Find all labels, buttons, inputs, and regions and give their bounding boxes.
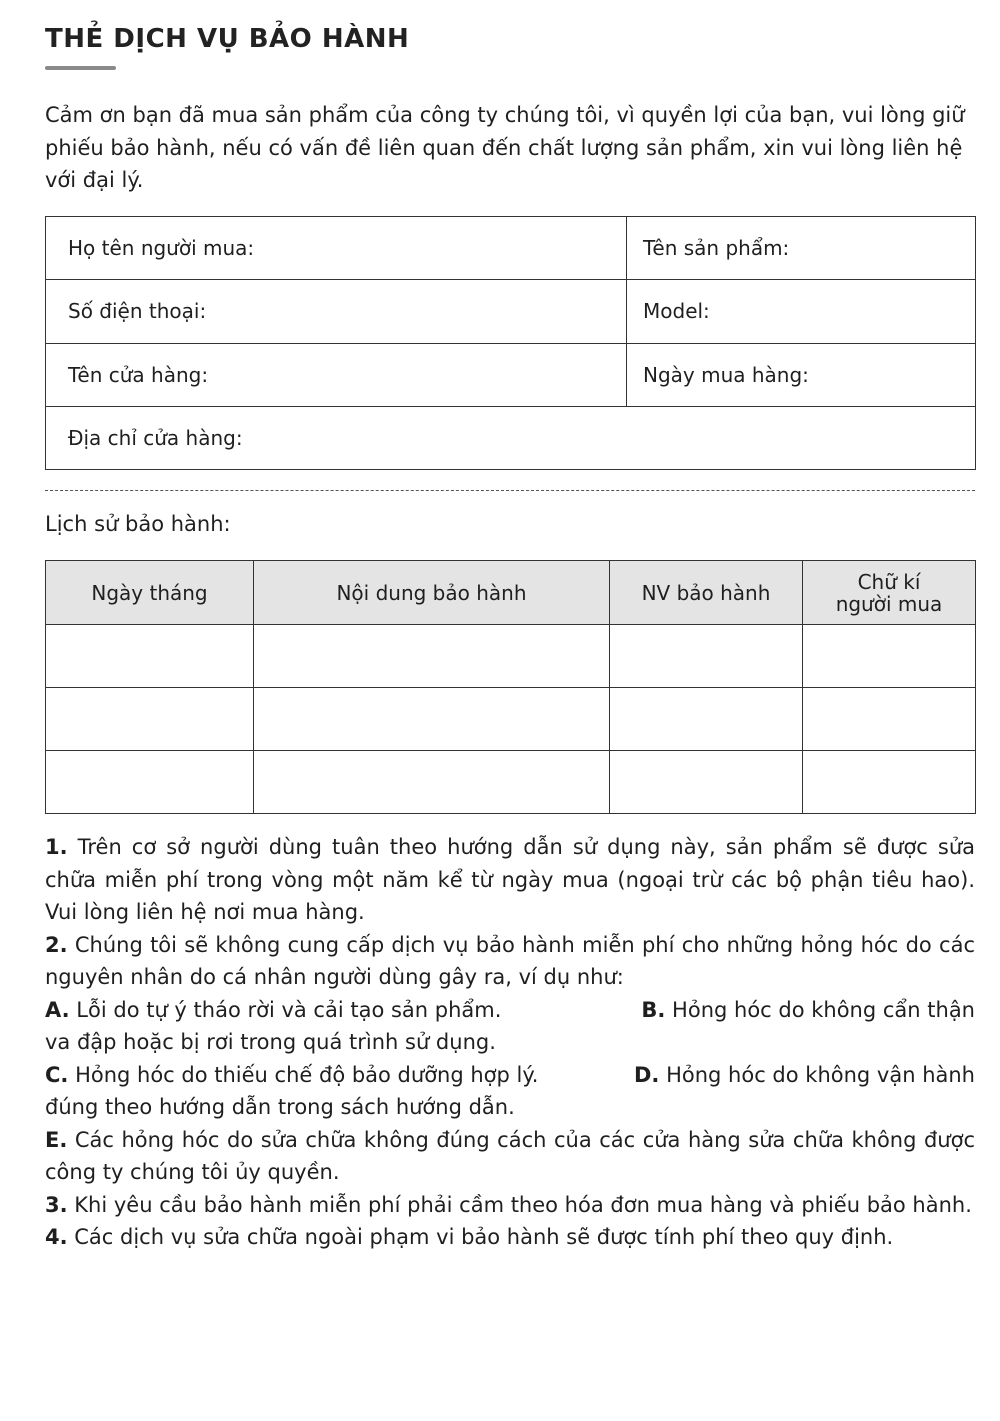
store-name-field[interactable]: Tên cửa hàng:	[46, 343, 627, 406]
term-c	[45, 1059, 538, 1092]
column-header-date: Ngày tháng	[46, 561, 254, 625]
term-1	[45, 831, 975, 929]
column-header-signature	[803, 561, 976, 625]
term-e-text: Các hỏng hóc do sửa chữa không đúng cách của các cửa hàng sửa chữa không được công ty chúng tôi ủy quyền.	[45, 1127, 975, 1184]
term-cd-row	[45, 1059, 975, 1092]
table-cell[interactable]	[803, 688, 976, 751]
table-row	[46, 343, 976, 406]
term-b-text: Hỏng hóc do không cẩn thận	[665, 997, 975, 1022]
product-name-field[interactable]: Tên sản phẩm:	[627, 217, 976, 280]
table-cell[interactable]	[46, 751, 254, 814]
signature-header-line2: người mua	[835, 591, 943, 616]
page-title: THẺ DỊCH VỤ BẢO HÀNH	[45, 24, 410, 54]
term-4	[45, 1221, 975, 1254]
term-1-number: 1.	[45, 835, 68, 859]
term-a-letter: A.	[45, 997, 70, 1022]
term-4-text: Các dịch vụ sửa chữa ngoài phạm vi bảo hành sẽ được tính phí theo quy định.	[67, 1225, 894, 1249]
terms-section	[45, 831, 975, 1254]
term-2-number: 2.	[45, 932, 68, 957]
term-b	[641, 994, 975, 1027]
table-cell[interactable]	[803, 625, 976, 688]
table-row	[46, 280, 976, 343]
table-cell[interactable]	[254, 751, 610, 814]
term-a	[45, 994, 501, 1027]
term-e	[45, 1124, 975, 1189]
term-4-number: 4.	[45, 1225, 68, 1249]
table-cell[interactable]	[46, 688, 254, 751]
term-3-text: Khi yêu cầu bảo hành miễn phí phải cầm theo hóa đơn mua hàng và phiếu bảo hành.	[67, 1192, 972, 1217]
table-cell[interactable]	[610, 625, 803, 688]
term-b-letter: B.	[641, 997, 666, 1022]
term-3	[45, 1189, 975, 1222]
term-b-continued: va đập hoặc bị rơi trong quá trình sử dụng.	[45, 1030, 496, 1054]
table-cell[interactable]	[254, 688, 610, 751]
term-e-letter: E.	[45, 1127, 68, 1152]
table-row	[46, 751, 976, 814]
table-row	[46, 625, 976, 688]
purchase-date-field[interactable]: Ngày mua hàng:	[627, 343, 976, 406]
table-cell[interactable]	[610, 688, 803, 751]
table-cell[interactable]	[803, 751, 976, 814]
term-c-text: Hỏng hóc do thiếu chế độ bảo dưỡng hợp lý.	[68, 1062, 539, 1087]
term-c-letter: C.	[45, 1062, 69, 1087]
term-2	[45, 929, 975, 994]
term-d-letter: D.	[634, 1062, 660, 1087]
table-row	[46, 217, 976, 280]
table-header-row	[46, 561, 976, 625]
warranty-history-table	[45, 560, 976, 814]
term-1-text: Trên cơ sở người dùng tuân theo hướng dẫn sử dụng này, sản phẩm sẽ được sửa chữa miễn phí trong vòng một năm kể từ ngày mua (ngoại trừ các bộ phận tiêu hao). Vui lòng liên hệ nơi mua hàng.	[45, 835, 975, 924]
table-cell[interactable]	[46, 625, 254, 688]
table-cell[interactable]	[610, 751, 803, 814]
phone-field[interactable]: Số điện thoại:	[46, 280, 627, 343]
store-address-field[interactable]: Địa chỉ cửa hàng:	[46, 406, 976, 469]
table-cell[interactable]	[254, 625, 610, 688]
column-header-content: Nội dung bảo hành	[254, 561, 610, 625]
buyer-name-field[interactable]: Họ tên người mua:	[46, 217, 627, 280]
title-underline	[45, 66, 116, 70]
term-d-continued: đúng theo hướng dẫn trong sách hướng dẫn.	[45, 1095, 515, 1119]
term-ab-row	[45, 994, 975, 1027]
term-3-number: 3.	[45, 1192, 68, 1217]
intro-text: Cảm ơn bạn đã mua sản phẩm của công ty chúng tôi, vì quyền lợi của bạn, vui lòng giữ phiếu bảo hành, nếu có vấn đề liên quan đến chất lượng sản phẩm, xin vui lòng liên hệ với đại lý.	[45, 103, 965, 192]
history-label: Lịch sử bảo hành:	[45, 512, 231, 536]
model-field[interactable]: Model:	[627, 280, 976, 343]
term-d	[634, 1059, 975, 1092]
table-row	[46, 688, 976, 751]
term-2-text: Chúng tôi sẽ không cung cấp dịch vụ bảo hành miễn phí cho những hỏng hóc do các nguyên nhân do cá nhân người dùng gây ra, ví dụ như:	[45, 932, 975, 989]
cut-line-divider	[45, 490, 975, 491]
table-row	[46, 406, 976, 469]
term-a-text: Lỗi do tự ý tháo rời và cải tạo sản phẩm.	[69, 997, 502, 1022]
term-d-text: Hỏng hóc do không vận hành	[659, 1062, 975, 1087]
customer-info-table	[45, 216, 976, 470]
signature-header-line1: Chữ kí	[857, 569, 921, 594]
column-header-staff: NV bảo hành	[610, 561, 803, 625]
